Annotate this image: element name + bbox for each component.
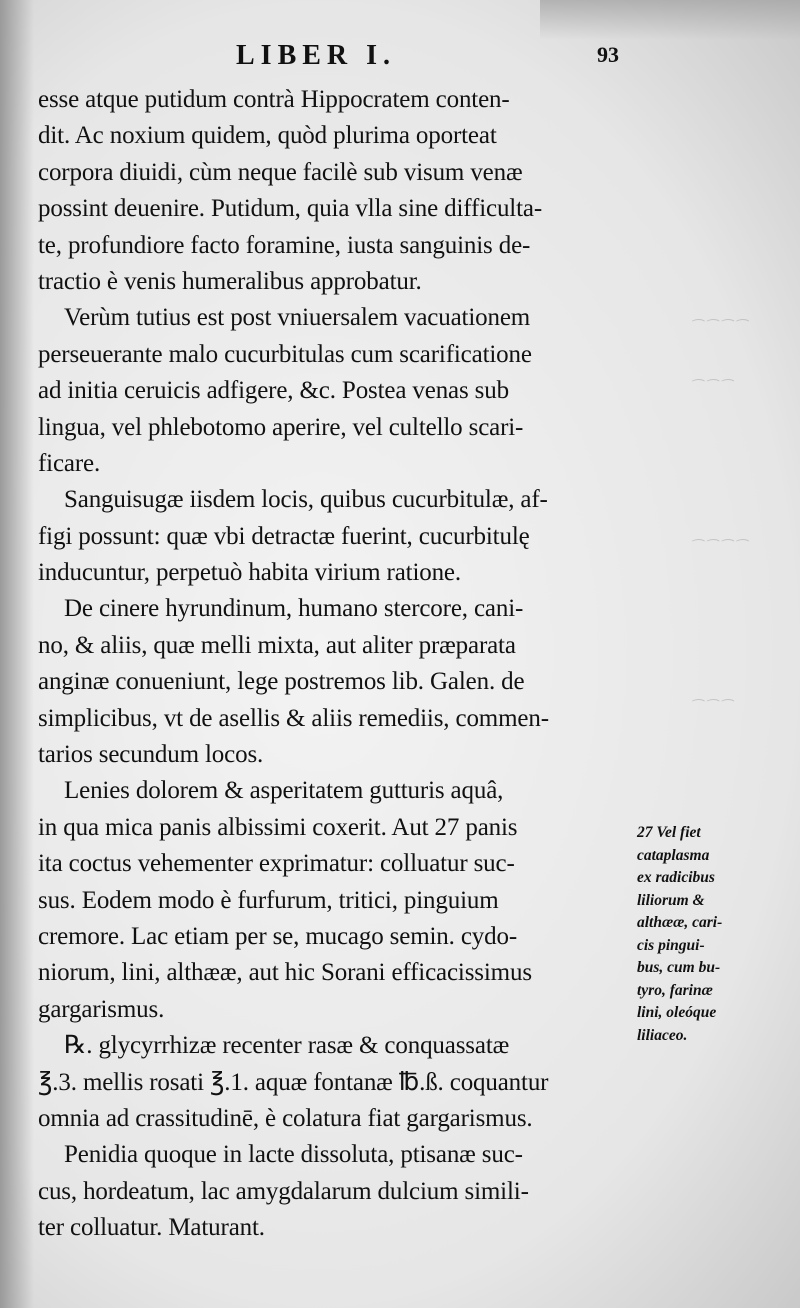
text-line: perseuerante malo cucurbitulas cum scarificatione (38, 340, 532, 368)
marginal-note-line: tyro, farinæ (637, 981, 713, 999)
text-line: ita coctus vehementer exprimatur: colluatur suc- (38, 850, 515, 878)
show-through-4: ⁀ ⁀ ⁀ (690, 701, 731, 716)
show-through-3: ⁀ ⁀ ⁀ ⁀ (690, 541, 746, 556)
text-line: lingua, vel phlebotomo aperire, vel cultello scari- (38, 413, 524, 441)
page-header (0, 38, 800, 78)
text-line: dit. Ac noxium quidem, quòd plurima oporteat (38, 122, 497, 150)
show-through-1: ⁀ ⁀ ⁀ ⁀ (690, 321, 746, 336)
text-line: simplicibus, vt de asellis & aliis remediis, commen- (38, 704, 549, 732)
text-line: inducuntur, perpetuò habita virium ratione. (38, 559, 461, 587)
paragraph-start-line: Sanguisugæ iisdem locis, quibus cucurbitulæ, af- (64, 486, 548, 514)
text-line: esse atque putidum contrà Hippocratem conten- (38, 86, 510, 113)
marginal-note-line: ex radicibus (637, 869, 715, 886)
text-line: te, profundiore facto foramine, iusta sanguinis de- (38, 231, 531, 259)
text-line: ad initia ceruicis adfigere, &c. Postea venas sub (38, 377, 509, 405)
running-head: LIBER I. (236, 40, 397, 71)
marginal-note-line: bus, cum bu- (637, 959, 721, 976)
paragraph-start-line: Verùm tutius est post vniuersalem vacuationem (64, 304, 531, 332)
paragraph-start-line: De cinere hyrundinum, humano stercore, cani- (64, 595, 524, 623)
text-line: cremore. Lac etiam per se, mucago semin. cydo- (38, 922, 518, 950)
main-text-block (38, 82, 638, 1247)
text-line: omnia ad crassitudinē, è colatura fiat gargarismus. (38, 1104, 533, 1132)
text-line: tarios secundum locos. (38, 741, 264, 769)
marginal-note-line: cis pingui- (637, 936, 705, 954)
text-line: corpora diuidi, cùm neque facilè sub visum venæ (38, 158, 523, 186)
text-line: ficare. (38, 449, 101, 477)
text-line: niorum, lini, althææ, aut hic Sorani efficacissimus (38, 959, 532, 987)
recipe-line: ℞. glycyrrhizæ recenter rasæ & conquassatæ (64, 1032, 510, 1060)
text-line: no, & aliis, quæ melli mixta, aut aliter præparata (38, 631, 516, 659)
text-line: in qua mica panis albissimi coxerit. Aut 27 panis (38, 813, 518, 841)
page-edge-shadow (540, 0, 800, 40)
marginal-note-line: liliaceo. (637, 1026, 688, 1044)
text-line: sus. Eodem modo è furfurum, tritici, pinguium (38, 886, 499, 914)
gutter-shadow (0, 0, 34, 1308)
paragraph-start-line: Penidia quoque in lacte dissoluta, ptisanæ suc- (64, 1141, 523, 1169)
text-line: anginæ conueniunt, lege postremos lib. Galen. de (38, 668, 525, 696)
text-line: ℥.3. mellis rosati ℥.1. aquæ fontanæ ℔.ß. coquantur (38, 1068, 549, 1096)
marginal-note-line: 27 Vel fiet (637, 824, 701, 841)
marginal-note-line: liliorum & (637, 891, 705, 909)
marginal-note-line: lini, oleóque (637, 1004, 717, 1021)
text-line: possint deuenire. Putidum, quia vlla sine difficulta- (38, 195, 543, 223)
text-line: ter colluatur. Maturant. (38, 1214, 265, 1242)
text-line: tractio è venis humeralibus approbatur. (38, 267, 422, 295)
paragraph-start-line: Lenies dolorem & asperitatem gutturis aquâ, (64, 777, 504, 805)
text-line: cus, hordeatum, lac amygdalarum dulcium simili- (38, 1177, 529, 1205)
marginal-note-line: cataplasma (637, 846, 710, 864)
marginal-note (637, 822, 787, 1047)
page-number: 93 (597, 42, 619, 67)
text-line: figi possunt: quæ vbi detractæ fuerint, cucurbitulę (38, 522, 530, 550)
show-through-2: ⁀ ⁀ ⁀ (690, 381, 731, 396)
marginal-note-line: althææ, cari- (637, 914, 723, 931)
text-line: gargarismus. (38, 995, 165, 1023)
